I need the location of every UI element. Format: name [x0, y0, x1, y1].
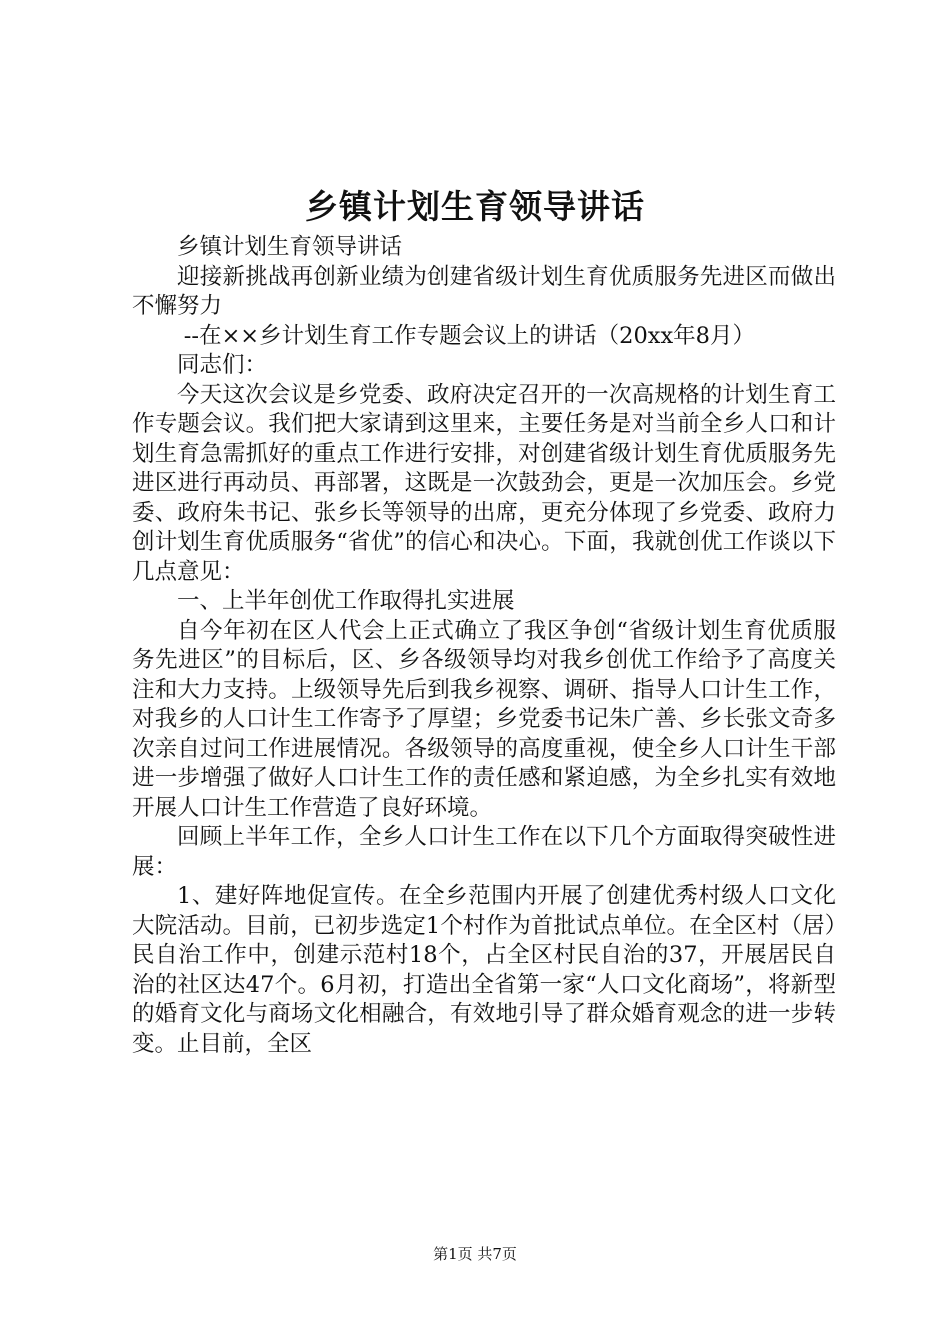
page-number-footer: 第1页 共7页: [433, 1245, 517, 1263]
body-paragraph: 今天这次会议是乡党委、政府决定召开的一次高规格的计划生育工作专题会议。我们把大家请到这里来，主要任务是对当前全乡人口和计划生育急需抓好的重点工作进行安排，对创建省级计划生育优质服务先进区进行再动员、再部署，这既是一次鼓劲会，更是一次加压会。乡党委、政府朱书记、张乡长等领导的出席，更充分体现了乡党委、政府力创计划生育优质服务“省优”的信心和决心。下面，我就创优工作谈以下几点意见：: [132, 381, 836, 585]
body-paragraph: 自今年初在区人代会上正式确立了我区争创“省级计划生育优质服务先进区”的目标后，区、乡各级领导均对我乡创优工作给予了高度关注和大力支持。上级领导先后到我乡视察、调研、指导人口计生工作，对我乡的人口计生工作寄予了厚望；乡党委书记朱广善、乡长张文奇多次亲自过问工作进展情况。各级领导的高度重视，使全乡人口计生干部进一步增强了做好人口计生工作的责任感和紧迫感，为全乡扎实有效地开展人口计生工作营造了良好环境。: [132, 617, 836, 821]
body-paragraph: 1、建好阵地促宣传。在全乡范围内开展了创建优秀村级人口文化大院活动。目前，已初步选定1个村作为首批试点单位。在全区村（居）民自治工作中，创建示范村18个，占全区村民自治的37，开展居民自治的社区达47个。6月初，打造出全省第一家“人口文化商场”，将新型的婚育文化与商场文化相融合，有效地引导了群众婚育观念的进一步转变。止目前，全区: [132, 883, 836, 1057]
headline-paragraph: 迎接新挑战再创新业绩为创建省级计划生育优质服务先进区而做出不懈努力: [132, 263, 836, 319]
body-paragraph: 回顾上半年工作，全乡人口计生工作在以下几个方面取得突破性进展：: [132, 824, 836, 880]
document-title: 乡镇计划生育领导讲话: [305, 187, 645, 226]
salutation-paragraph: 同志们：: [177, 352, 268, 378]
speech-occasion-paragraph: --在××乡计划生育工作专题会议上的讲话（20xx年8月）: [183, 322, 755, 349]
section-heading: 一、上半年创优工作取得扎实进展: [177, 588, 515, 614]
document-body: [132, 233, 836, 1059]
subtitle-paragraph: 乡镇计划生育领导讲话: [177, 234, 403, 260]
